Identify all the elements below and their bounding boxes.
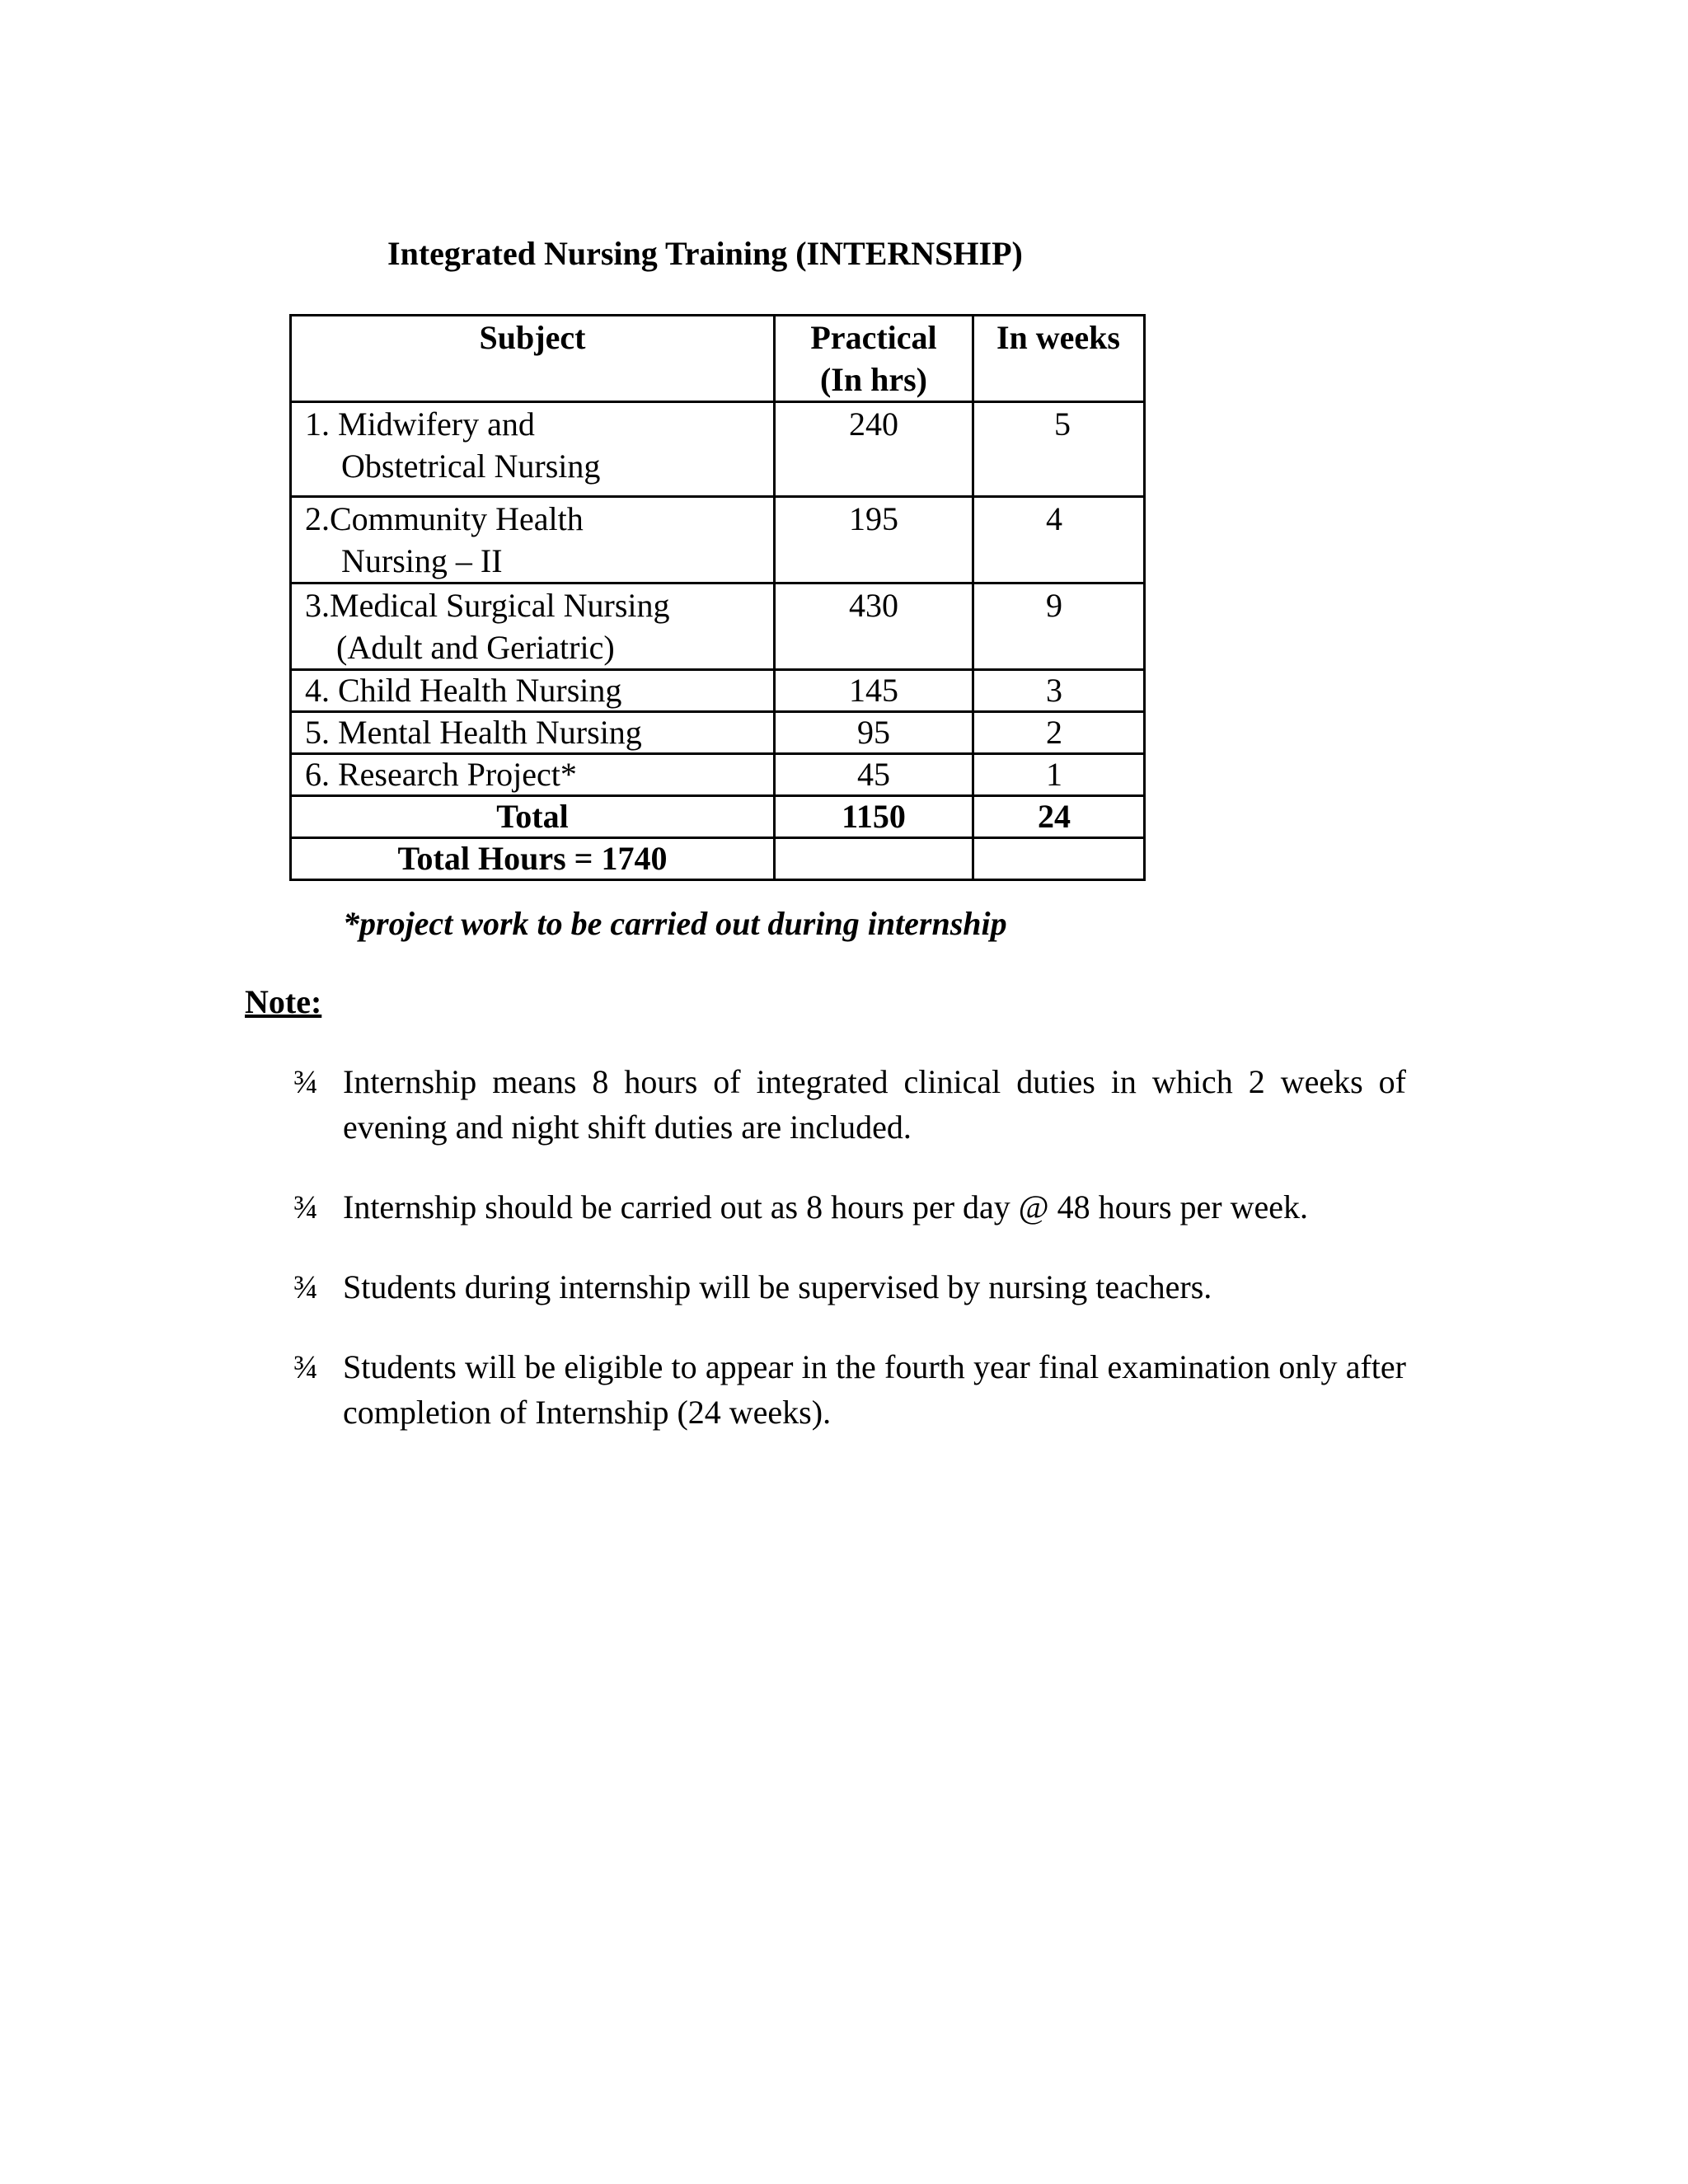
table-footnote: *project work to be carried out during internship: [343, 905, 1007, 942]
practical-cell: 430: [775, 583, 973, 670]
note-heading: Note:: [245, 983, 322, 1020]
note-item: [293, 1264, 1406, 1310]
subject-cell: [291, 583, 775, 670]
practical-cell: 95: [775, 712, 973, 754]
bullet-symbol: ¾: [293, 1188, 318, 1226]
note-text: Internship means 8 hours of integrated clinical duties in which 2 weeks of evening and night shift duties are included.: [343, 1063, 1406, 1146]
document-title: Integrated Nursing Training (INTERNSHIP): [387, 235, 1023, 272]
subject-line1: 3.Medical Surgical Nursing: [305, 587, 670, 624]
subject-line2: Nursing – II: [341, 542, 503, 579]
note-item: [293, 1059, 1406, 1150]
total-label: Total: [291, 796, 775, 838]
header-weeks: In weeks: [973, 316, 1145, 402]
weeks-cell: 3: [973, 670, 1145, 712]
table-header-row: [291, 316, 1145, 402]
weeks-cell: 9: [973, 583, 1145, 670]
note-text: Internship should be carried out as 8 hours per day @ 48 hours per week.: [343, 1188, 1308, 1226]
subject-line2: Obstetrical Nursing: [341, 448, 601, 485]
weeks-cell: 1: [973, 754, 1145, 796]
bullet-symbol: ¾: [293, 1348, 318, 1385]
table-row: [291, 754, 1145, 796]
practical-cell: 45: [775, 754, 973, 796]
header-practical-line1: Practical: [810, 319, 937, 356]
practical-cell: 195: [775, 497, 973, 583]
table-row: [291, 402, 1145, 497]
note-item: [293, 1344, 1406, 1435]
subject-line2: (Adult and Geriatric): [336, 629, 615, 666]
note-item: [293, 1184, 1406, 1230]
total-hours-row: [291, 838, 1145, 880]
table-row: [291, 712, 1145, 754]
weeks-cell: 4: [973, 497, 1145, 583]
subject-cell: [291, 497, 775, 583]
weeks-cell: 5: [973, 402, 1145, 497]
bullet-symbol: ¾: [293, 1268, 318, 1305]
subject-cell: [291, 402, 775, 497]
practical-cell: 240: [775, 402, 973, 497]
table-row: [291, 497, 1145, 583]
subject-cell: 6. Research Project*: [291, 754, 775, 796]
table-row: [291, 670, 1145, 712]
empty-cell: [775, 838, 973, 880]
subject-line1: 1. Midwifery and: [305, 405, 535, 443]
bullet-symbol: ¾: [293, 1063, 318, 1100]
subject-line1: 2.Community Health: [305, 500, 584, 537]
total-row: [291, 796, 1145, 838]
header-practical-line2: (In hrs): [819, 361, 928, 398]
total-practical: 1150: [775, 796, 973, 838]
header-practical: [775, 316, 973, 402]
weeks-cell: 2: [973, 712, 1145, 754]
notes-list: [293, 1059, 1406, 1469]
total-hours-label: Total Hours = 1740: [291, 838, 775, 880]
empty-cell: [973, 838, 1145, 880]
subject-cell: 4. Child Health Nursing: [291, 670, 775, 712]
total-weeks: 24: [973, 796, 1145, 838]
note-text: Students will be eligible to appear in the fourth year final examination only after completion of Internship (24 weeks).: [343, 1348, 1406, 1431]
practical-cell: 145: [775, 670, 973, 712]
header-subject: Subject: [291, 316, 775, 402]
table-row: [291, 583, 1145, 670]
note-text: Students during internship will be supervised by nursing teachers.: [343, 1268, 1212, 1305]
subject-cell: 5. Mental Health Nursing: [291, 712, 775, 754]
internship-table: [289, 314, 1146, 881]
